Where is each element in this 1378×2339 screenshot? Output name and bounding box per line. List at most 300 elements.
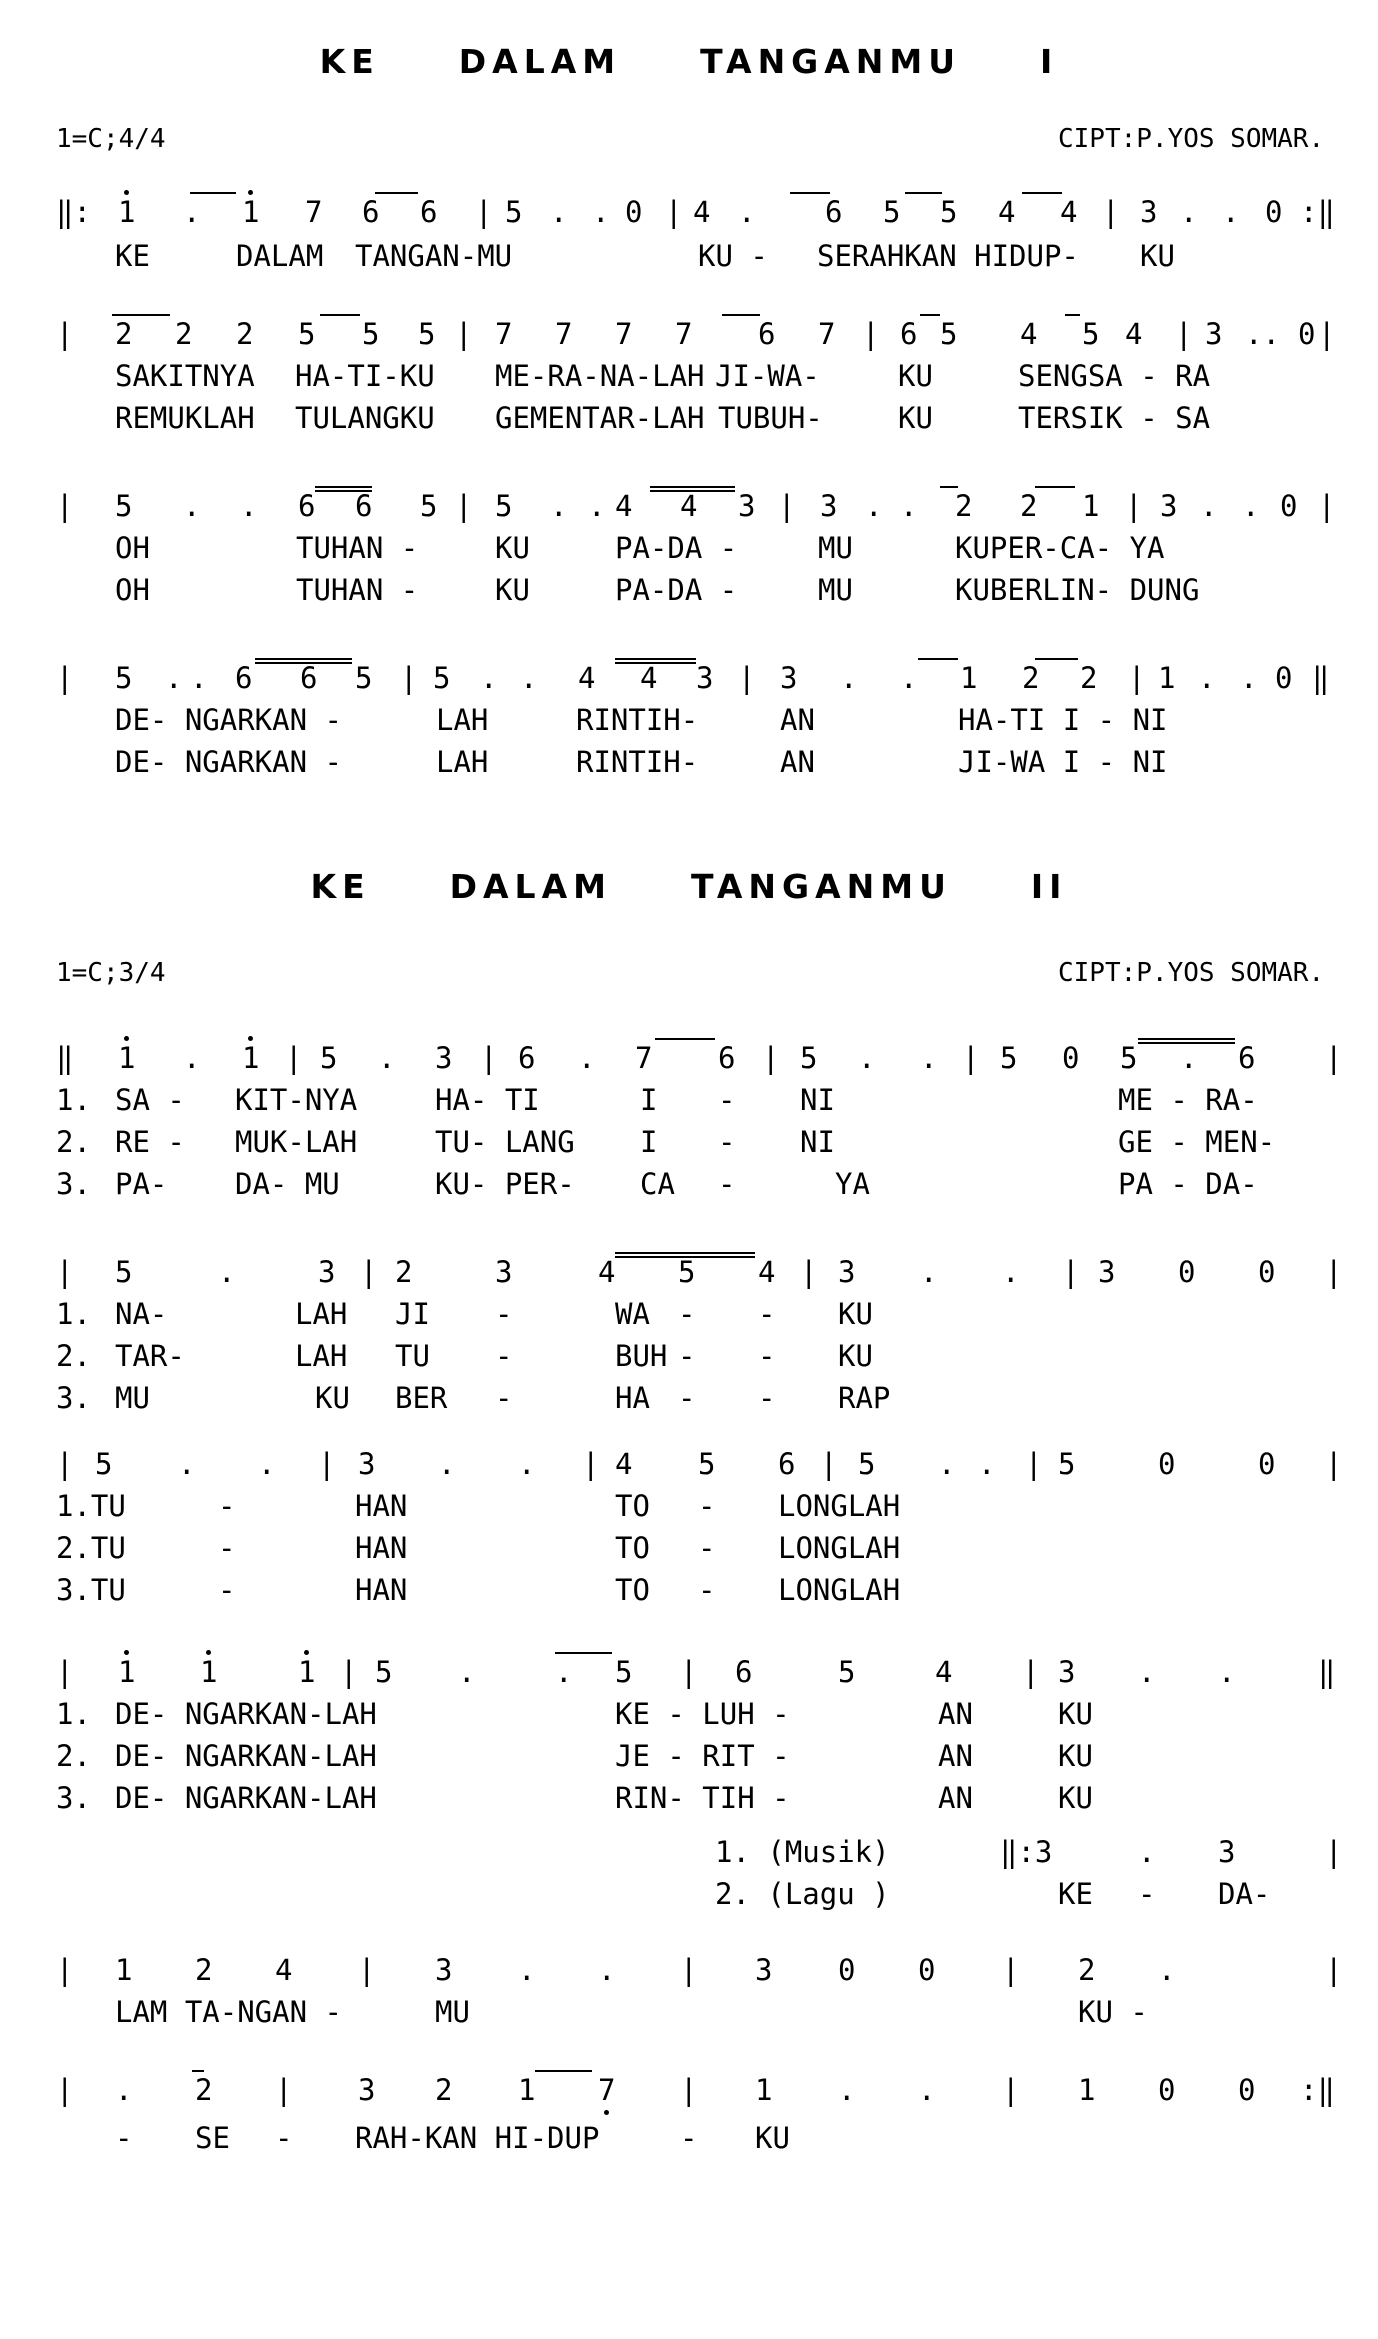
notation-symbol: 3 bbox=[838, 1255, 856, 1289]
beam-line bbox=[655, 1038, 715, 1040]
notation-symbol: | bbox=[738, 661, 756, 695]
lyric-syllable: PA - DA- bbox=[1118, 1167, 1258, 1201]
notation-symbol: . bbox=[900, 661, 918, 695]
notation-symbol: 5 bbox=[418, 317, 436, 351]
lyric-syllable: 1. bbox=[56, 1083, 91, 1117]
lyric-row bbox=[0, 1780, 1378, 1816]
key-signature: 1=C;3/4 bbox=[56, 958, 166, 988]
notation-symbol: 6 bbox=[298, 489, 316, 523]
notation-symbol: 5 bbox=[858, 1447, 876, 1481]
notation-symbol: 7 bbox=[675, 317, 693, 351]
notation-symbol: . bbox=[738, 195, 756, 229]
beam-line bbox=[190, 192, 236, 194]
lyric-syllable: AN bbox=[780, 745, 815, 779]
lyric-syllable: REMUKLAH bbox=[115, 401, 255, 435]
lyric-syllable: TUHAN - bbox=[296, 573, 419, 607]
notation-row bbox=[0, 194, 1378, 230]
lyric-row bbox=[0, 1876, 1378, 1912]
lyric-syllable: - bbox=[758, 1381, 776, 1415]
octave-dot bbox=[124, 190, 129, 195]
notation-symbol: . bbox=[183, 1041, 201, 1075]
notation-symbol: . bbox=[865, 489, 883, 523]
lyric-syllable: JE - RIT - bbox=[615, 1739, 790, 1773]
notation-symbol: 4 bbox=[640, 661, 658, 695]
notation-symbol: 4 bbox=[578, 661, 596, 695]
beam-line bbox=[375, 192, 418, 194]
lyric-syllable: - bbox=[495, 1381, 513, 1415]
beam-line bbox=[650, 486, 735, 488]
lyric-syllable: RINTIH- bbox=[576, 703, 699, 737]
notation-symbol: 3 bbox=[1160, 489, 1178, 523]
notation-symbol: 7 bbox=[635, 1041, 653, 1075]
lyric-syllable: DE- NGARKAN - bbox=[115, 745, 342, 779]
notation-symbol: | bbox=[800, 1255, 818, 1289]
beam-line bbox=[192, 2070, 204, 2072]
notation-symbol: . bbox=[840, 661, 858, 695]
notation-symbol: 1 bbox=[242, 195, 260, 229]
beam-line bbox=[1138, 1038, 1235, 1040]
lyric-row bbox=[0, 1488, 1378, 1524]
notation-symbol: . bbox=[190, 661, 208, 695]
notation-symbol: | bbox=[318, 1447, 336, 1481]
notation-symbol: ‖:3 bbox=[1000, 1835, 1053, 1869]
notation-symbol: 0 bbox=[1258, 1255, 1276, 1289]
lyric-syllable: DE- NGARKAN-LAH bbox=[115, 1781, 377, 1815]
notation-symbol: 0 bbox=[1280, 489, 1298, 523]
notation-symbol: . bbox=[920, 1255, 938, 1289]
lyric-syllable: RIN- TIH - bbox=[615, 1781, 790, 1815]
composer: CIPT:P.YOS SOMAR. bbox=[1058, 958, 1325, 988]
notation-symbol: 5 bbox=[940, 317, 958, 351]
notation-symbol: 1 bbox=[1078, 2073, 1096, 2107]
notation-row bbox=[0, 1654, 1378, 1690]
beam-line bbox=[315, 486, 372, 488]
lyric-syllable: - bbox=[680, 2121, 698, 2155]
lyric-syllable: HA- TI bbox=[435, 1083, 540, 1117]
notation-symbol: . bbox=[1200, 489, 1218, 523]
notation-symbol: | bbox=[1325, 1255, 1343, 1289]
notation-symbol: . bbox=[183, 489, 201, 523]
octave-dot bbox=[206, 1650, 211, 1655]
lyric-syllable: TAR- bbox=[115, 1339, 185, 1373]
notation-symbol: 5 bbox=[433, 661, 451, 695]
notation-symbol: . bbox=[1180, 1041, 1198, 1075]
lyric-row bbox=[0, 1696, 1378, 1732]
notation-symbol: | bbox=[762, 1041, 780, 1075]
notation-symbol: . bbox=[858, 1041, 876, 1075]
lyric-syllable: JI-WA- bbox=[715, 359, 820, 393]
lyric-syllable: 3. bbox=[56, 1167, 91, 1201]
lyric-syllable: YA bbox=[835, 1167, 870, 1201]
lyric-syllable: RAP bbox=[838, 1381, 891, 1415]
notation-symbol: 4 bbox=[693, 195, 711, 229]
notation-symbol: . bbox=[183, 195, 201, 229]
lyric-syllable: GEMENTAR-LAH bbox=[495, 401, 705, 435]
lyric-syllable: DE- NGARKAN-LAH bbox=[115, 1697, 377, 1731]
lyric-syllable: SENGSA - RA bbox=[1018, 359, 1211, 393]
lyric-row bbox=[0, 1082, 1378, 1118]
beam-line bbox=[722, 314, 760, 316]
notation-symbol: 2 bbox=[195, 1953, 213, 1987]
octave-dot bbox=[604, 2110, 609, 2115]
notation-symbol: | bbox=[1022, 1655, 1040, 1689]
lyric-syllable: 2. (Lagu ) bbox=[715, 1877, 890, 1911]
notation-symbol: 5 bbox=[615, 1655, 633, 1689]
notation-symbol: | bbox=[56, 1447, 74, 1481]
lyric-syllable: 2. bbox=[56, 1739, 91, 1773]
notation-symbol: 2 bbox=[435, 2073, 453, 2107]
lyric-syllable: MU bbox=[435, 1995, 470, 2029]
lyric-syllable: LONGLAH bbox=[778, 1489, 901, 1523]
lyric-syllable: TUBUH- bbox=[718, 401, 823, 435]
notation-symbol: 5 bbox=[95, 1447, 113, 1481]
lyric-row bbox=[0, 572, 1378, 608]
notation-symbol: 0 bbox=[1298, 317, 1316, 351]
lyric-syllable: JI-WA I - NI bbox=[958, 745, 1168, 779]
lyric-syllable: HA bbox=[615, 1381, 650, 1415]
notation-symbol: 1 bbox=[118, 1041, 136, 1075]
notation-symbol: 3 bbox=[1205, 317, 1223, 351]
notation-symbol: 3 bbox=[1218, 1835, 1236, 1869]
notation-row bbox=[0, 660, 1378, 696]
lyric-syllable: - bbox=[698, 1531, 716, 1565]
lyric-syllable: - bbox=[218, 1489, 236, 1523]
notation-symbol: 0 bbox=[918, 1953, 936, 1987]
notation-symbol: | bbox=[1325, 1447, 1343, 1481]
octave-dot bbox=[304, 1650, 309, 1655]
lyric-syllable: ME - RA- bbox=[1118, 1083, 1258, 1117]
notation-symbol: 1 bbox=[1158, 661, 1176, 695]
lyric-row bbox=[0, 702, 1378, 738]
notation-symbol: | bbox=[360, 1255, 378, 1289]
lyric-row bbox=[0, 1166, 1378, 1202]
lyric-syllable: KUBERLIN- DUNG bbox=[955, 573, 1200, 607]
notation-symbol: 3 bbox=[780, 661, 798, 695]
lyric-syllable: - bbox=[678, 1297, 696, 1331]
notation-symbol: 6 bbox=[1238, 1041, 1256, 1075]
notation-symbol: 4 bbox=[1060, 195, 1078, 229]
notation-symbol: . bbox=[1240, 661, 1258, 695]
lyric-syllable: PA-DA - bbox=[615, 573, 738, 607]
notation-symbol: | bbox=[56, 1953, 74, 1987]
notation-symbol: . bbox=[550, 195, 568, 229]
lyric-syllable: LAH bbox=[295, 1297, 348, 1331]
beam-line bbox=[615, 1252, 755, 1254]
notation-symbol: 3 bbox=[738, 489, 756, 523]
lyric-syllable: - bbox=[698, 1489, 716, 1523]
notation-symbol: . bbox=[378, 1041, 396, 1075]
lyric-row bbox=[0, 1572, 1378, 1608]
lyric-syllable: LAM TA-NGAN - bbox=[115, 1995, 342, 2029]
notation-symbol: 6 bbox=[518, 1041, 536, 1075]
notation-symbol: 0 bbox=[1158, 2073, 1176, 2107]
notation-symbol: 5 bbox=[298, 317, 316, 351]
notation-symbol: | bbox=[1102, 195, 1120, 229]
notation-symbol: 3 bbox=[755, 1953, 773, 1987]
lyric-row bbox=[0, 1124, 1378, 1160]
octave-dot bbox=[124, 1036, 129, 1041]
notation-symbol: 3 bbox=[1098, 1255, 1116, 1289]
lyric-syllable: - bbox=[218, 1531, 236, 1565]
notation-symbol: | bbox=[1175, 317, 1193, 351]
beam-line bbox=[615, 658, 696, 660]
notation-symbol: . bbox=[598, 1953, 616, 1987]
notation-symbol: 6 bbox=[420, 195, 438, 229]
beam-line bbox=[535, 2070, 592, 2072]
lyric-syllable: TU bbox=[395, 1339, 430, 1373]
notation-symbol: 0 bbox=[838, 1953, 856, 1987]
notation-symbol: .. bbox=[1245, 317, 1280, 351]
notation-symbol: 1 bbox=[115, 1953, 133, 1987]
notation-row bbox=[0, 488, 1378, 524]
notation-symbol: 0 bbox=[1062, 1041, 1080, 1075]
beam-line bbox=[918, 658, 958, 660]
octave-dot bbox=[124, 1650, 129, 1655]
lyric-row bbox=[0, 238, 1378, 274]
notation-symbol: | bbox=[358, 1953, 376, 1987]
notation-symbol: | bbox=[962, 1041, 980, 1075]
notation-symbol: . bbox=[480, 661, 498, 695]
notation-symbol: 5 bbox=[800, 1041, 818, 1075]
notation-symbol: | bbox=[680, 2073, 698, 2107]
notation-symbol: 4 bbox=[758, 1255, 776, 1289]
lyric-syllable: 1. bbox=[56, 1697, 91, 1731]
notation-symbol: 1 bbox=[960, 661, 978, 695]
lyric-syllable: NI bbox=[800, 1125, 835, 1159]
lyric-syllable: 3. bbox=[56, 1781, 91, 1815]
lyric-syllable: - bbox=[718, 1125, 736, 1159]
lyric-row bbox=[0, 1296, 1378, 1332]
lyric-syllable: MU bbox=[115, 1381, 150, 1415]
lyric-syllable: TO bbox=[615, 1531, 650, 1565]
lyric-syllable: BUH bbox=[615, 1339, 668, 1373]
notation-symbol: 3 bbox=[1140, 195, 1158, 229]
notation-symbol: 2 bbox=[236, 317, 254, 351]
notation-symbol: 0 bbox=[1238, 2073, 1256, 2107]
notation-symbol: | bbox=[1318, 489, 1336, 523]
notation-symbol: 5 bbox=[1058, 1447, 1076, 1481]
notation-symbol: 1. (Musik) bbox=[715, 1835, 890, 1869]
lyric-syllable: - bbox=[495, 1339, 513, 1373]
lyric-syllable: DA- MU bbox=[235, 1167, 340, 1201]
notation-symbol: 4 bbox=[598, 1255, 616, 1289]
beam-line bbox=[1022, 192, 1062, 194]
beam-line bbox=[320, 314, 360, 316]
notation-symbol: 1 bbox=[298, 1655, 316, 1689]
notation-symbol: | bbox=[1002, 1953, 1020, 1987]
lyric-syllable: HA-TI-KU bbox=[295, 359, 435, 393]
notation-symbol: 1 bbox=[118, 1655, 136, 1689]
notation-symbol: 5 bbox=[362, 317, 380, 351]
lyric-row bbox=[0, 1380, 1378, 1416]
lyric-syllable: KU bbox=[1058, 1697, 1093, 1731]
lyric-syllable: KU bbox=[315, 1381, 350, 1415]
octave-dot bbox=[248, 190, 253, 195]
lyric-syllable: KU- PER- bbox=[435, 1167, 575, 1201]
notation-symbol: 5 bbox=[940, 195, 958, 229]
notation-symbol: | bbox=[400, 661, 418, 695]
notation-symbol: | bbox=[455, 317, 473, 351]
notation-symbol: . bbox=[258, 1447, 276, 1481]
notation-row bbox=[0, 1834, 1378, 1870]
notation-symbol: 1 bbox=[755, 2073, 773, 2107]
lyric-syllable: MUK-LAH bbox=[235, 1125, 358, 1159]
notation-symbol: | bbox=[1128, 661, 1146, 695]
notation-symbol: 3 bbox=[435, 1953, 453, 1987]
lyric-syllable: TO bbox=[615, 1489, 650, 1523]
beam-line bbox=[1065, 314, 1080, 316]
notation-symbol: 1 bbox=[242, 1041, 260, 1075]
notation-symbol: | bbox=[1062, 1255, 1080, 1289]
notation-symbol: . bbox=[555, 1655, 573, 1689]
notation-symbol: 1 bbox=[1082, 489, 1100, 523]
lyric-syllable: HAN bbox=[355, 1531, 408, 1565]
lyric-syllable: TUHAN - bbox=[296, 531, 419, 565]
notation-symbol: . bbox=[438, 1447, 456, 1481]
beam-line bbox=[255, 658, 352, 660]
lyric-syllable: KU bbox=[755, 2121, 790, 2155]
beam-line bbox=[1035, 486, 1075, 488]
notation-symbol: 7 bbox=[598, 2073, 616, 2107]
lyric-syllable: RINTIH- bbox=[576, 745, 699, 779]
notation-symbol: 5 bbox=[838, 1655, 856, 1689]
lyric-row bbox=[0, 1338, 1378, 1374]
lyric-syllable: KU bbox=[1058, 1781, 1093, 1815]
lyric-syllable: AN bbox=[938, 1697, 973, 1731]
notation-symbol: | bbox=[582, 1447, 600, 1481]
beam-line bbox=[1138, 1042, 1235, 1044]
notation-symbol: 5 bbox=[505, 195, 523, 229]
notation-symbol: 7 bbox=[615, 317, 633, 351]
notation-symbol: | bbox=[1002, 2073, 1020, 2107]
lyric-row bbox=[0, 1994, 1378, 2030]
key-signature: 1=C;4/4 bbox=[56, 124, 166, 154]
notation-symbol: 4 bbox=[998, 195, 1016, 229]
notation-symbol: | bbox=[480, 1041, 498, 1075]
notation-symbol: 4 bbox=[1020, 317, 1038, 351]
lyric-syllable: PA-DA - bbox=[615, 531, 738, 565]
notation-symbol: 7 bbox=[818, 317, 836, 351]
lyric-syllable: SA - bbox=[115, 1083, 185, 1117]
notation-symbol: . bbox=[520, 661, 538, 695]
lyric-syllable: - bbox=[495, 1297, 513, 1331]
lyric-row bbox=[0, 530, 1378, 566]
lyric-syllable: DALAM bbox=[236, 239, 324, 273]
notation-symbol: . bbox=[518, 1447, 536, 1481]
notation-symbol: 1 bbox=[518, 2073, 536, 2107]
lyric-row bbox=[0, 400, 1378, 436]
lyric-syllable: KE - LUH - bbox=[615, 1697, 790, 1731]
notation-symbol: 4 bbox=[680, 489, 698, 523]
lyric-syllable: LAH bbox=[295, 1339, 348, 1373]
lyric-syllable: RAH-KAN HI-DUP bbox=[355, 2121, 600, 2155]
notation-symbol: . bbox=[920, 1041, 938, 1075]
beam-line bbox=[112, 314, 170, 316]
lyric-syllable: MU bbox=[818, 573, 853, 607]
notation-symbol: | bbox=[680, 1953, 698, 1987]
lyric-syllable: KUPER-CA- YA bbox=[955, 531, 1165, 565]
beam-line bbox=[920, 314, 940, 316]
lyric-syllable: - bbox=[1138, 1877, 1156, 1911]
lyric-syllable: KU bbox=[495, 531, 530, 565]
notation-symbol: . bbox=[592, 195, 610, 229]
notation-symbol: 0 bbox=[1258, 1447, 1276, 1481]
lyric-syllable: ME-RA-NA-LAH bbox=[495, 359, 705, 393]
lyric-syllable: 3.TU bbox=[56, 1573, 126, 1607]
lyric-row bbox=[0, 1738, 1378, 1774]
notation-symbol: ‖ bbox=[1318, 1655, 1336, 1689]
lyric-syllable: KU bbox=[1058, 1739, 1093, 1773]
notation-symbol: . bbox=[1242, 489, 1260, 523]
notation-symbol: 3 bbox=[358, 2073, 376, 2107]
lyric-syllable: 1. bbox=[56, 1297, 91, 1331]
lyric-syllable: RE - bbox=[115, 1125, 185, 1159]
notation-symbol: 0 bbox=[1178, 1255, 1196, 1289]
notation-symbol: 0 bbox=[625, 195, 643, 229]
notation-symbol: :‖ bbox=[1300, 195, 1335, 229]
notation-symbol: 2 bbox=[1020, 489, 1038, 523]
lyric-syllable: NA- bbox=[115, 1297, 168, 1331]
notation-symbol: . bbox=[1180, 195, 1198, 229]
notation-symbol: . bbox=[978, 1447, 996, 1481]
octave-dot bbox=[248, 1036, 253, 1041]
lyric-syllable: KU bbox=[1140, 239, 1175, 273]
notation-symbol: | bbox=[1325, 1835, 1343, 1869]
notation-symbol: 2 bbox=[115, 317, 133, 351]
notation-symbol: 5 bbox=[115, 489, 133, 523]
lyric-syllable: - bbox=[678, 1381, 696, 1415]
beam-line bbox=[1035, 658, 1078, 660]
lyric-syllable: TANGAN-MU bbox=[355, 239, 513, 273]
notation-symbol: 6 bbox=[778, 1447, 796, 1481]
notation-symbol: 2 bbox=[175, 317, 193, 351]
beam-line bbox=[615, 1256, 755, 1258]
lyric-syllable: TULANGKU bbox=[295, 401, 435, 435]
lyric-syllable: DA- bbox=[1218, 1877, 1271, 1911]
lyric-syllable: KE bbox=[1058, 1877, 1093, 1911]
lyric-syllable: WA bbox=[615, 1297, 650, 1331]
lyric-syllable: BER bbox=[395, 1381, 448, 1415]
beam-line bbox=[255, 662, 352, 664]
notation-symbol: . bbox=[1138, 1835, 1156, 1869]
lyric-syllable: SAKITNYA bbox=[115, 359, 255, 393]
lyric-syllable: LAH bbox=[436, 745, 489, 779]
lyric-syllable: HAN bbox=[355, 1489, 408, 1523]
lyric-syllable: - bbox=[678, 1339, 696, 1373]
notation-symbol: 4 bbox=[615, 1447, 633, 1481]
lyric-syllable: SE bbox=[195, 2121, 230, 2155]
notation-symbol: . bbox=[588, 489, 606, 523]
notation-symbol: 5 bbox=[115, 661, 133, 695]
lyric-syllable: JI bbox=[395, 1297, 430, 1331]
beam-line bbox=[905, 192, 942, 194]
notation-row bbox=[0, 2072, 1378, 2108]
lyric-syllable: AN bbox=[780, 703, 815, 737]
notation-symbol: . bbox=[240, 489, 258, 523]
lyric-syllable: KU - bbox=[1078, 1995, 1148, 2029]
composer: CIPT:P.YOS SOMAR. bbox=[1058, 124, 1325, 154]
notation-symbol: 1 bbox=[118, 195, 136, 229]
lyric-syllable: 2.TU bbox=[56, 1531, 126, 1565]
notation-symbol: 2 bbox=[1022, 661, 1040, 695]
notation-symbol: 0 bbox=[1265, 195, 1283, 229]
notation-symbol: 3 bbox=[1058, 1655, 1076, 1689]
notation-symbol: 5 bbox=[698, 1447, 716, 1481]
notation-row bbox=[0, 1040, 1378, 1076]
notation-symbol: 6 bbox=[300, 661, 318, 695]
notation-symbol: ‖: bbox=[56, 195, 91, 229]
notation-symbol: 2 bbox=[195, 2073, 213, 2107]
